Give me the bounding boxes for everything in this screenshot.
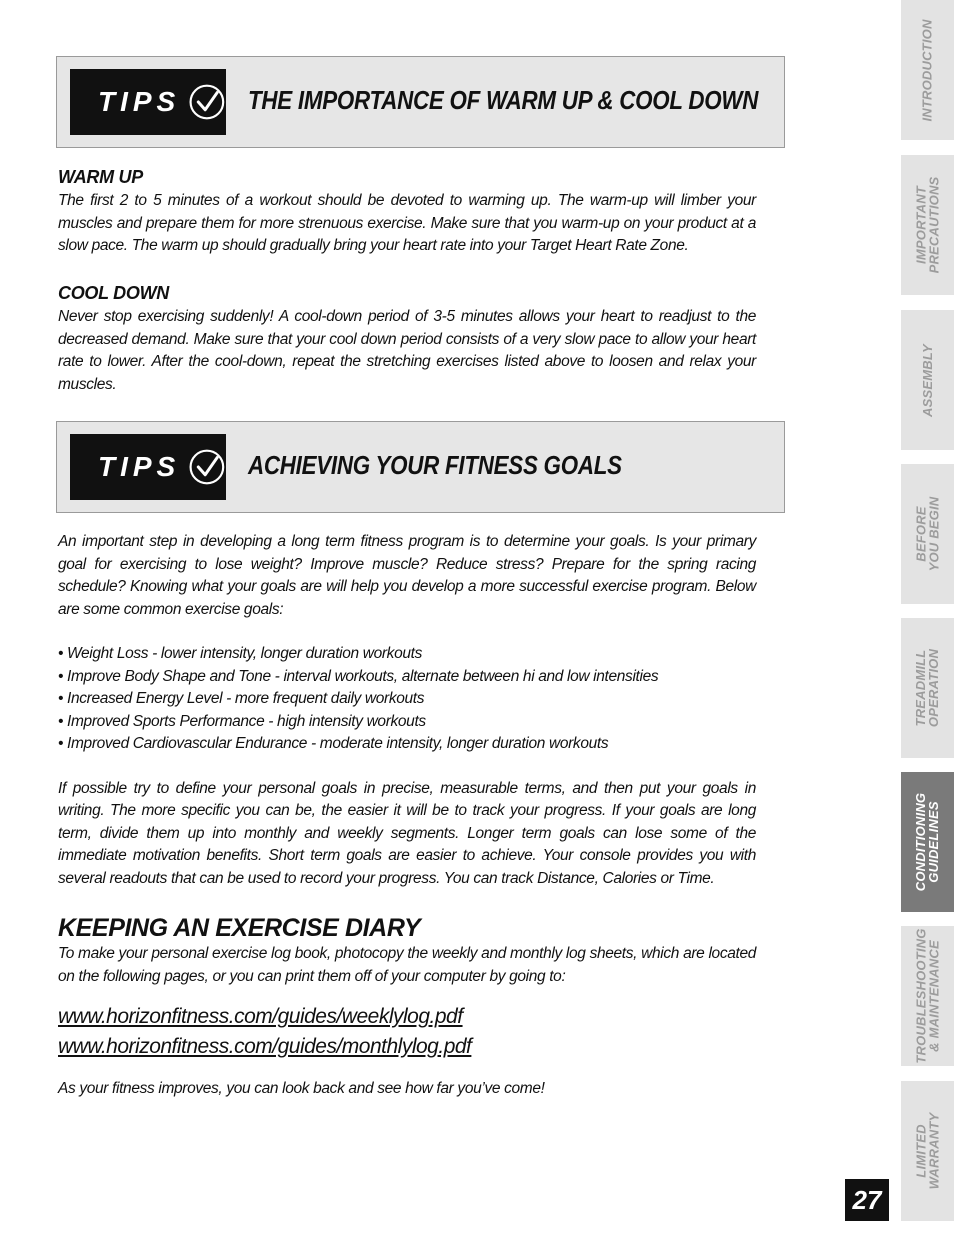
diary-heading: KEEPING AN EXERCISE DIARY — [58, 914, 421, 942]
weekly-log-link[interactable]: www.horizonfitness.com/guides/weeklylog.pdf — [58, 1005, 463, 1028]
monthly-log-link[interactable]: www.horizonfitness.com/guides/monthlylog.pdf — [58, 1035, 472, 1058]
side-tab-label: TROUBLESHOOTING & MAINTENANCE — [913, 928, 942, 1064]
side-tab-label: TREADMILL OPERATION — [913, 648, 942, 728]
side-tab-assembly[interactable] — [901, 310, 954, 450]
warmup-heading: WARM UP — [58, 167, 143, 187]
diary-text: To make your personal exercise log book, photocopy the weekly and monthly log sheets, which are located on the following pages, or you can print them off of your computer by going to: — [58, 945, 756, 985]
side-tab-introduction[interactable] — [901, 0, 954, 140]
cooldown-text: Never stop exercising suddenly! A cool-down period of 3-5 minutes allows your heart to readjust to the decreased demand. Make sure that your cool down period consists of a very slow pace to allow your heart rate to lower. After the cool-down, repeat the stretching exercises listed above to loosen and relax your muscles. — [58, 308, 756, 393]
cooldown-heading: COOL DOWN — [58, 283, 169, 303]
list-item: • Improved Cardiovascular Endurance - moderate intensity, longer duration workouts — [58, 735, 609, 752]
side-tab-limited-warranty[interactable] — [901, 1081, 954, 1221]
goals-intro: An important step in developing a long term fitness program is to determine your goals. Is your primary goal for exercising to lose weight? Improve muscle? Reduce stress? Prepare for the spring racing schedule? Knowing what your goals are will help you develop a more successful exercise program. Below are some common exercise goals: — [58, 533, 756, 618]
checkmark-circle-icon — [188, 80, 226, 124]
tips-box-goals — [56, 421, 785, 513]
goals-list — [58, 643, 756, 756]
checkmark-circle-icon — [188, 445, 226, 489]
side-tab-treadmill-operation[interactable] — [901, 618, 954, 758]
list-item: • Weight Loss - lower intensity, longer duration workouts — [58, 645, 422, 662]
warmup-text: The first 2 to 5 minutes of a workout should be devoted to warming up. The warm-up will limber your muscles and prepare them for more strenuous exercise. Make sure that you warm-up on your product at a slow pace. The warm up should gradually bring your heart rate into your Target Heart Rate Zone. — [58, 192, 756, 254]
goals-closing: If possible try to define your personal goals in precise, measurable terms, and then put your goals in writing. The more specific you can be, the easier it will be to track your progress. If your goals are long term, divide them up into monthly and weekly segments. Longer term goals can lose some of the immediate motivation benefits. Short term goals are easier to achieve. Your console provides you with several readouts that can be used to record your progress. You can track Distance, Calories or Time. — [58, 779, 756, 887]
side-tab-conditioning-guidelines[interactable] — [901, 772, 954, 912]
goals-section — [58, 531, 756, 890]
tips-box-warmup — [56, 56, 785, 148]
warmup-section — [58, 167, 756, 258]
tips-badge — [70, 69, 226, 135]
tips-title-warmup: THE IMPORTANCE OF WARM UP & COOL DOWN — [248, 85, 759, 115]
page-number: 27 — [845, 1179, 889, 1221]
tips-label: TIPS — [98, 86, 181, 117]
side-tab-label: IMPORTANT PRECAUTIONS — [913, 176, 942, 274]
list-item: • Increased Energy Level - more frequent daily workouts — [58, 690, 425, 707]
cooldown-section — [58, 283, 756, 396]
side-tab-before-you-begin[interactable] — [901, 464, 954, 604]
side-tab-important-precautions[interactable] — [901, 155, 954, 295]
list-item: • Improve Body Shape and Tone - interval workouts, alternate between hi and low intensities — [58, 667, 659, 685]
side-tab-label: LIMITED WARRANTY — [913, 1112, 942, 1190]
side-tab-label: BEFORE YOU BEGIN — [913, 496, 942, 572]
tips-badge — [70, 434, 226, 500]
side-tab-label: INTRODUCTION — [920, 18, 935, 122]
tips-label: TIPS — [98, 451, 181, 482]
side-tab-label: CONDITIONING GUIDELINES — [913, 792, 942, 892]
tips-title-goals: ACHIEVING YOUR FITNESS GOALS — [248, 450, 622, 480]
side-tab-troubleshooting-maintenance[interactable] — [901, 926, 954, 1066]
list-item: • Improved Sports Performance - high intensity workouts — [58, 712, 426, 730]
diary-section — [58, 914, 756, 1101]
side-tab-label: ASSEMBLY — [920, 343, 935, 417]
diary-footer: As your fitness improves, you can look back and see how far you’ve come! — [58, 1080, 545, 1097]
